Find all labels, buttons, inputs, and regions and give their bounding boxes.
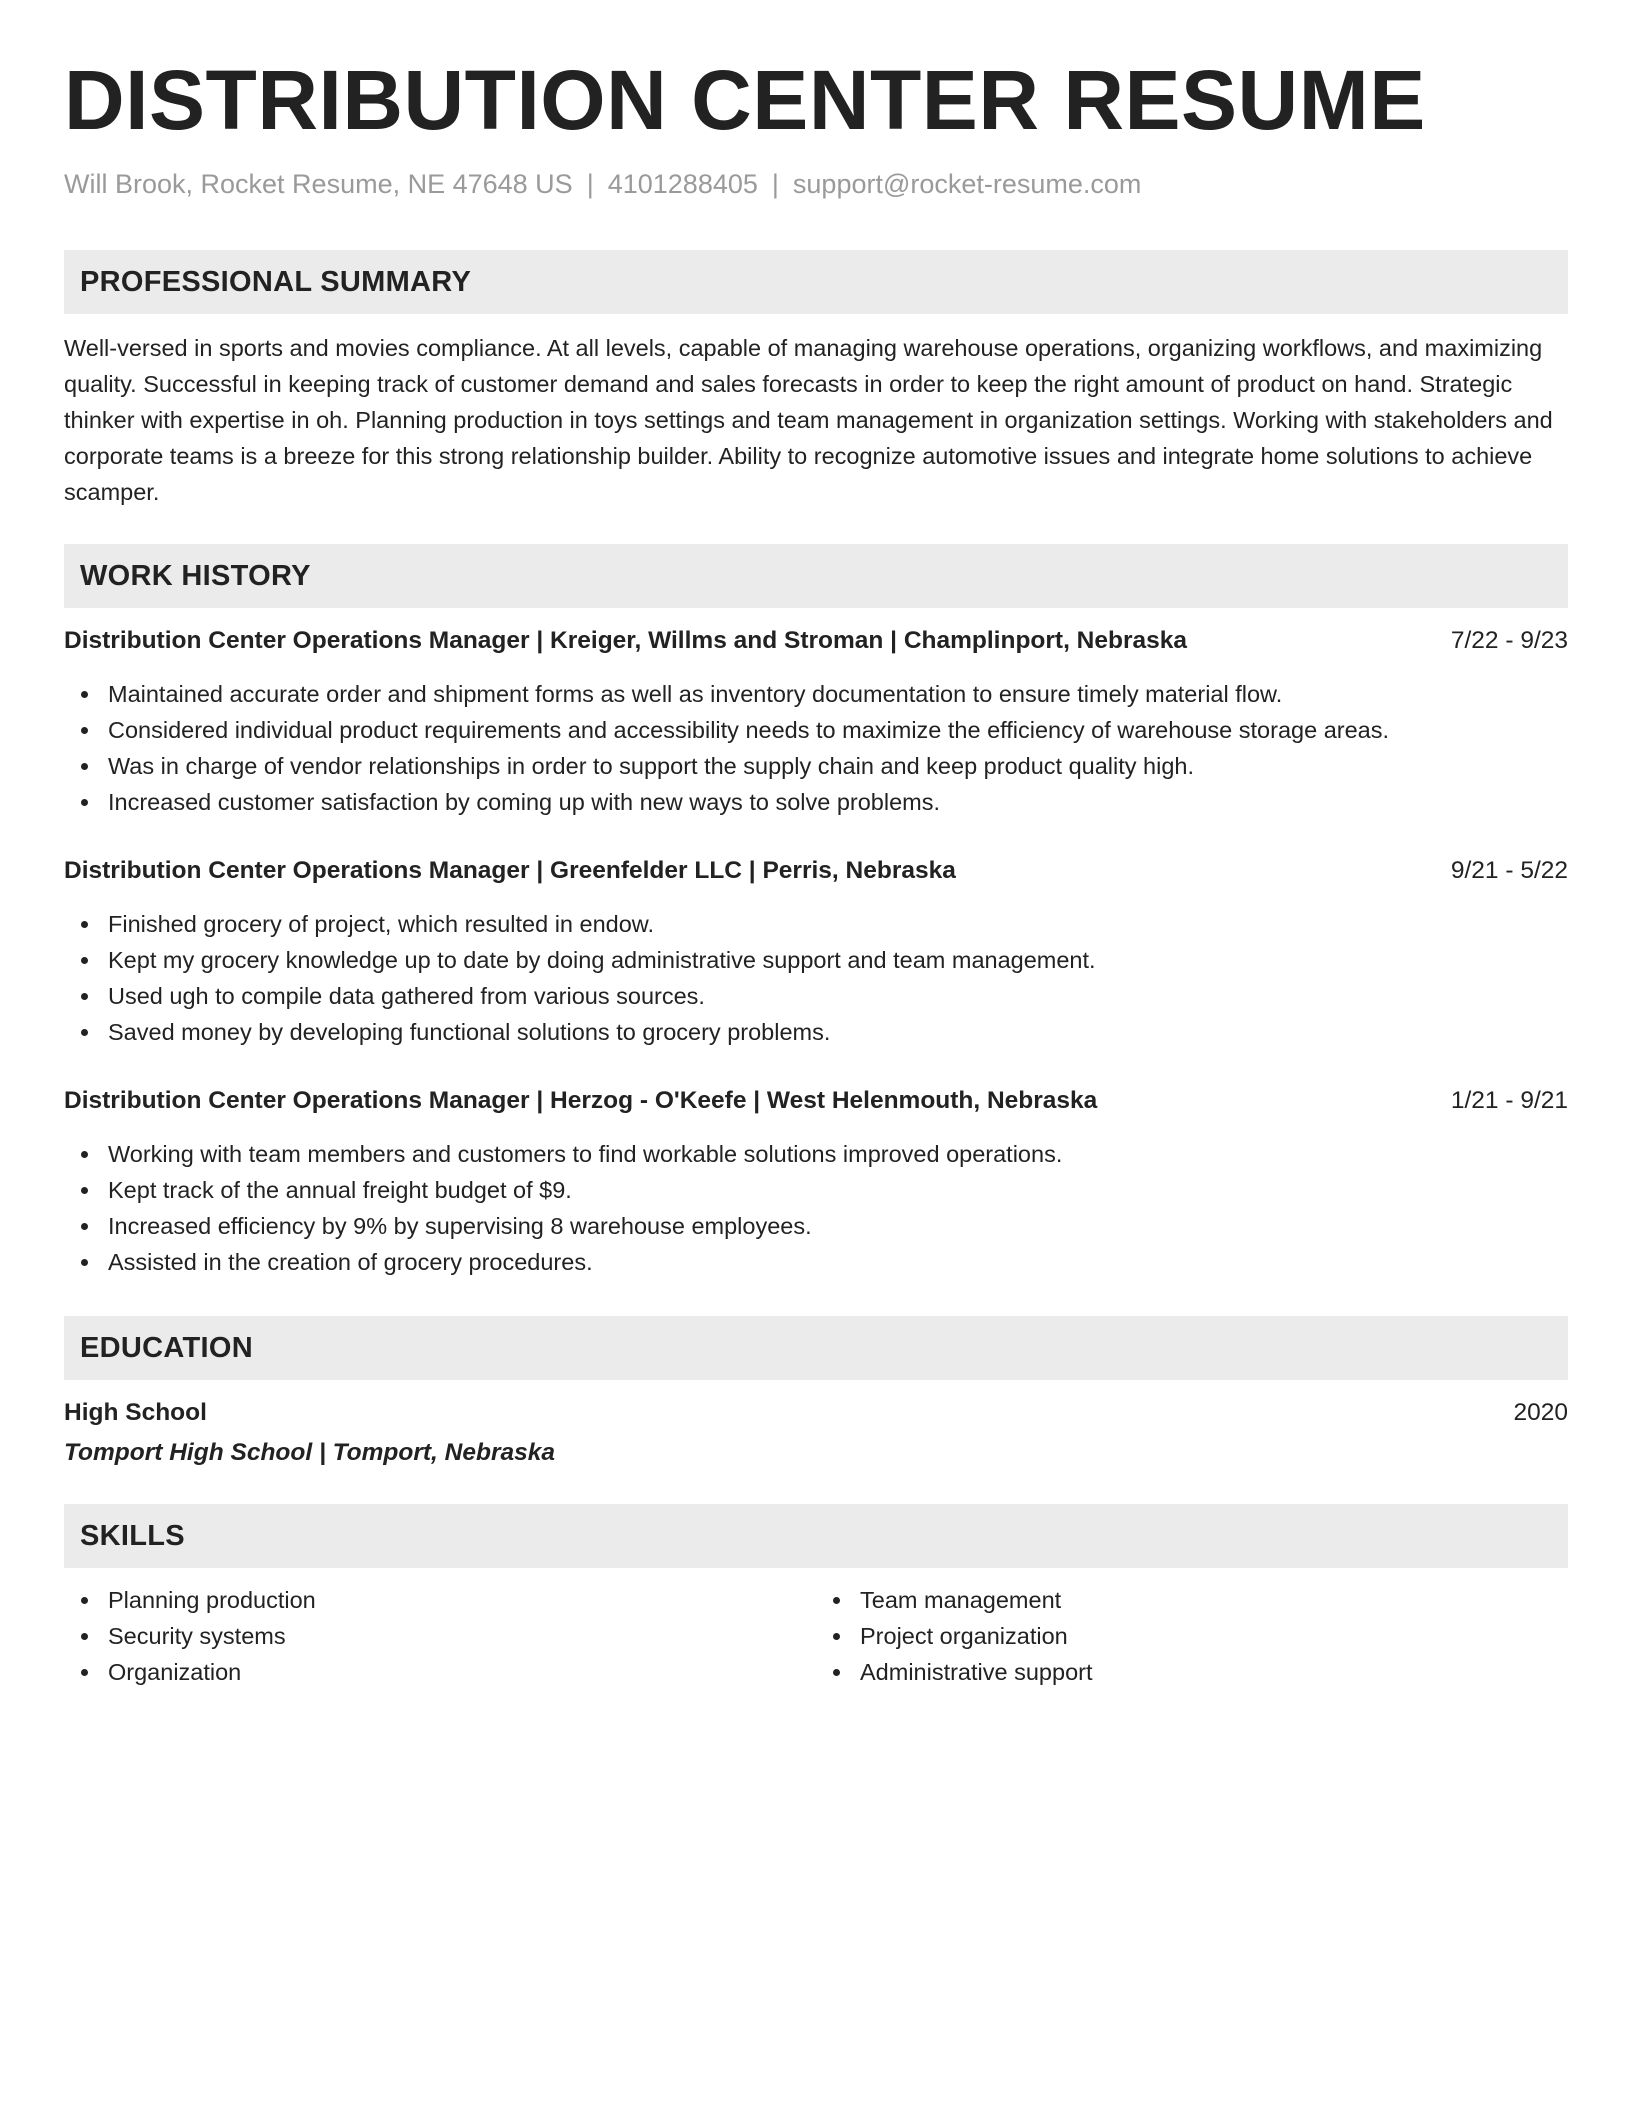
- bullet-dot-icon: [833, 1597, 840, 1604]
- resume-title: DISTRIBUTION CENTER RESUME: [64, 53, 1426, 147]
- job-bullet-list: [64, 676, 1568, 820]
- bullet-dot-icon: [81, 799, 88, 806]
- education-year: 2020: [1513, 1399, 1568, 1427]
- job-bullet-text: Working with team members and customers to find workable solutions improved operations.: [108, 1141, 1063, 1168]
- bullet-dot-icon: [81, 691, 88, 698]
- job-entry: [64, 856, 1568, 1050]
- section-header-skills: SKILLS: [64, 1504, 1568, 1568]
- job-bullet: [64, 1244, 1568, 1280]
- section-header-work-history: WORK HISTORY: [64, 544, 1568, 608]
- job-bullet: [64, 712, 1568, 748]
- job-header: [64, 856, 1568, 886]
- job-entry: [64, 1086, 1568, 1280]
- skill-text: Security systems: [108, 1623, 286, 1650]
- job-bullet-text: Kept track of the annual freight budget of $9.: [108, 1177, 572, 1204]
- job-bullet: [64, 1208, 1568, 1244]
- job-bullet-text: Was in charge of vendor relationships in order to support the supply chain and keep product quality high.: [108, 753, 1195, 780]
- job-bullet-text: Kept my grocery knowledge up to date by doing administrative support and team management.: [108, 947, 1096, 974]
- job-bullet-list: [64, 1136, 1568, 1280]
- job-bullet: [64, 1014, 1568, 1050]
- skill-text: Project organization: [860, 1623, 1068, 1650]
- job-title: Distribution Center Operations Manager | Herzog - O'Keefe | West Helenmouth, Nebraska: [64, 1087, 1098, 1115]
- section-header-summary: PROFESSIONAL SUMMARY: [64, 250, 1568, 314]
- skill-item: [64, 1582, 816, 1618]
- contact-address: Will Brook, Rocket Resume, NE 47648 US: [64, 169, 573, 199]
- skills-column-left: [64, 1582, 816, 1690]
- summary-text: Well-versed in sports and movies compliance. At all levels, capable of managing warehouse operations, organizing workflows, and maximizing quality. Successful in keeping track of customer demand and sales forecasts in order to keep the right amount of product on hand. Strategic thinker with expertise in oh. Planning production in toys settings and team management in organization settings. Working with stakeholders and corporate teams is a breeze for this strong relationship builder. Ability to recognize automotive issues and integrate home solutions to achieve scamper.: [64, 335, 1553, 506]
- job-bullet-text: Considered individual product requirements and accessibility needs to maximize the efficiency of warehouse storage areas.: [108, 717, 1390, 744]
- job-bullet-text: Maintained accurate order and shipment forms as well as inventory documentation to ensure timely material flow.: [108, 681, 1283, 708]
- contact-separator: |: [771, 169, 779, 199]
- skill-item: [64, 1654, 816, 1690]
- skill-text: Organization: [108, 1659, 242, 1686]
- job-bullet: [64, 784, 1568, 820]
- bullet-dot-icon: [81, 727, 88, 734]
- skill-text: Planning production: [108, 1587, 316, 1614]
- job-dates: 7/22 - 9/23: [1450, 627, 1568, 655]
- job-header: [64, 626, 1568, 656]
- skill-item: [816, 1582, 1568, 1618]
- bullet-dot-icon: [81, 1597, 88, 1604]
- job-bullet-text: Increased efficiency by 9% by supervising 8 warehouse employees.: [108, 1213, 812, 1240]
- contact-line: [64, 168, 1568, 200]
- contact-email: support@rocket-resume.com: [792, 169, 1142, 199]
- job-bullet: [64, 906, 1568, 942]
- skills-grid: [64, 1582, 1568, 1690]
- skill-item: [816, 1618, 1568, 1654]
- job-bullet-text: Finished grocery of project, which resulted in endow.: [108, 911, 655, 938]
- education-degree: High School: [64, 1399, 207, 1427]
- job-bullet: [64, 1136, 1568, 1172]
- job-bullet-text: Increased customer satisfaction by coming up with new ways to solve problems.: [108, 789, 941, 816]
- job-bullet-text: Saved money by developing functional solutions to grocery problems.: [108, 1019, 831, 1046]
- job-bullet: [64, 978, 1568, 1014]
- bullet-dot-icon: [81, 763, 88, 770]
- job-entry: [64, 626, 1568, 820]
- job-bullet: [64, 1172, 1568, 1208]
- job-bullet: [64, 942, 1568, 978]
- job-bullet: [64, 676, 1568, 712]
- skill-text: Administrative support: [860, 1659, 1093, 1686]
- bullet-dot-icon: [81, 1187, 88, 1194]
- job-dates: 1/21 - 9/21: [1450, 1087, 1568, 1115]
- bullet-dot-icon: [81, 1029, 88, 1036]
- education-entry: [64, 1398, 1568, 1468]
- bullet-dot-icon: [81, 1223, 88, 1230]
- skill-text: Team management: [860, 1587, 1062, 1614]
- education-header: [64, 1398, 1568, 1428]
- bullet-dot-icon: [81, 1259, 88, 1266]
- skill-item: [816, 1654, 1568, 1690]
- skill-item: [64, 1618, 816, 1654]
- bullet-dot-icon: [833, 1633, 840, 1640]
- contact-phone: 4101288405: [607, 169, 758, 199]
- bullet-dot-icon: [81, 993, 88, 1000]
- section-header-education: EDUCATION: [64, 1316, 1568, 1380]
- bullet-dot-icon: [833, 1669, 840, 1676]
- job-bullet-list: [64, 906, 1568, 1050]
- education-school: Tomport High School | Tomport, Nebraska: [64, 1439, 555, 1467]
- bullet-dot-icon: [81, 1633, 88, 1640]
- bullet-dot-icon: [81, 921, 88, 928]
- job-header: [64, 1086, 1568, 1116]
- skills-list: [64, 1582, 816, 1690]
- skills-list: [816, 1582, 1568, 1690]
- skills-column-right: [816, 1582, 1568, 1690]
- job-bullet: [64, 748, 1568, 784]
- job-bullet-text: Assisted in the creation of grocery procedures.: [108, 1249, 593, 1276]
- bullet-dot-icon: [81, 1669, 88, 1676]
- job-title: Distribution Center Operations Manager | Kreiger, Willms and Stroman | Champlinport, Nebraska: [64, 627, 1188, 655]
- bullet-dot-icon: [81, 1151, 88, 1158]
- job-dates: 9/21 - 5/22: [1450, 857, 1568, 885]
- job-title: Distribution Center Operations Manager | Greenfelder LLC | Perris, Nebraska: [64, 857, 956, 885]
- bullet-dot-icon: [81, 957, 88, 964]
- job-bullet-text: Used ugh to compile data gathered from various sources.: [108, 983, 705, 1010]
- contact-separator: |: [586, 169, 594, 199]
